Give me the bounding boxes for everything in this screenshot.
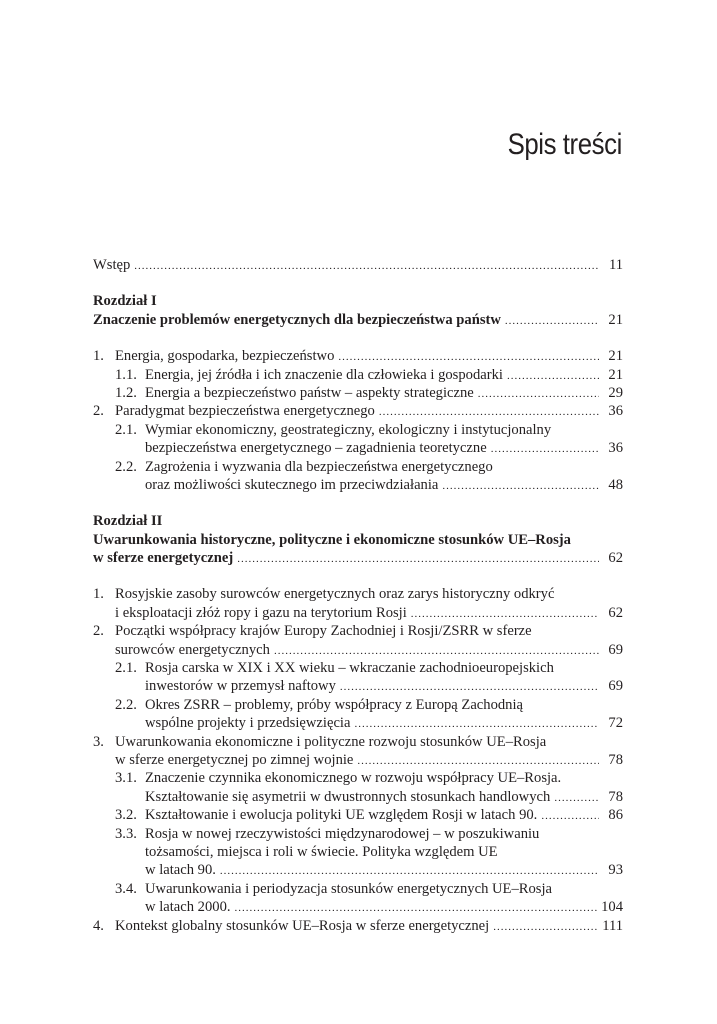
toc-entry[interactable]: [93, 880, 623, 898]
page-number: 36: [608, 440, 623, 457]
toc-entry-label: wspólne projekty i przedsięwzięcia: [145, 715, 351, 732]
toc-entry-label: Rosyjskie zasoby surowców energetycznych oraz zarys historyczny odkryć: [115, 586, 555, 603]
toc-entry-label: w latach 90.: [145, 862, 216, 879]
section-number: 3.: [93, 733, 104, 750]
toc-entry-label: Początki współpracy krajów Europy Zachodniej i Rosji/ZSRR w sferze: [115, 623, 532, 640]
leader-dots: [340, 678, 599, 696]
toc-entry[interactable]: [93, 421, 623, 439]
toc-entry-continuation[interactable]: [93, 476, 623, 494]
page-number: 62: [608, 604, 623, 621]
toc-entry-label: w sferze energetycznej po zimnej wojnie: [115, 751, 354, 768]
leader-dots: [541, 807, 599, 825]
table-of-contents: [93, 256, 623, 935]
toc-entry-label: Zagrożenia i wyzwania dla bezpieczeństwa energetycznego: [145, 458, 493, 475]
page-number: 78: [608, 751, 623, 768]
toc-entry-continuation[interactable]: [93, 843, 623, 861]
leader-dots: [493, 918, 598, 936]
page-number: 104: [601, 899, 623, 916]
chapter-title: Znaczenie problemów energetycznych dla bezpieczeństwa państw: [93, 311, 501, 328]
leader-dots: [411, 605, 599, 623]
toc-entry[interactable]: [93, 402, 623, 420]
toc-entry[interactable]: [93, 585, 623, 603]
toc-entry[interactable]: [93, 384, 623, 402]
toc-entry-label: Kształtowanie się asymetrii w dwustronnych stosunkach handlowych: [145, 788, 551, 805]
section-number: 2.1.: [115, 421, 137, 438]
section-number: 1.: [93, 348, 104, 365]
toc-entry[interactable]: [93, 347, 623, 365]
toc-entry-label: Energia, gospodarka, bezpieczeństwo: [115, 348, 335, 365]
toc-entry-label: Rosja w nowej rzeczywistości międzynarodowej – w poszukiwaniu: [145, 825, 540, 842]
toc-entry-label: surowców energetycznych: [115, 641, 270, 658]
chapter-number: Rozdział I: [93, 293, 157, 310]
toc-entry-label: oraz możliwości skutecznego im przeciwdziałania: [145, 476, 439, 493]
toc-entry-label: Uwarunkowania ekonomiczne i polityczne rozwoju stosunków UE–Rosja: [115, 733, 547, 750]
section-number: 2.2.: [115, 696, 137, 713]
leader-dots: [507, 367, 599, 385]
toc-entry-label: Wymiar ekonomiczny, geostrategiczny, ekologiczny i instytucjonalny: [145, 421, 552, 438]
toc-entry[interactable]: [93, 622, 623, 640]
page-number: 78: [608, 788, 623, 805]
section-number: 1.1.: [115, 366, 137, 383]
chapter-number: Rozdział II: [93, 513, 163, 530]
page-number: 21: [608, 348, 623, 365]
toc-entry-label: Energia, jej źródła i ich znaczenie dla człowieka i gospodarki: [145, 366, 503, 383]
toc-entry-intro[interactable]: [93, 256, 623, 274]
leader-dots: [379, 403, 599, 421]
toc-entry-chapter-2-continuation[interactable]: [93, 549, 623, 567]
toc-entry[interactable]: [93, 458, 623, 476]
chapter-title: Uwarunkowania historyczne, polityczne i ekonomiczne stosunków UE–Rosja: [93, 531, 571, 548]
chapter-title: w sferze energetycznej: [93, 550, 234, 567]
page-number: 86: [608, 807, 623, 824]
page-number: 72: [608, 715, 623, 732]
chapter-heading: [93, 512, 623, 530]
leader-dots: [235, 899, 598, 917]
toc-entry-label: w latach 2000.: [145, 899, 231, 916]
toc-entry-label: Kształtowanie i ewolucja polityki UE względem Rosji w latach 90.: [145, 807, 538, 824]
toc-entry-label: tożsamości, miejsca i roli w świecie. Polityka względem UE: [145, 843, 498, 860]
page-number: 69: [608, 641, 623, 658]
toc-entry-chapter-1[interactable]: [93, 311, 623, 329]
toc-entry-continuation[interactable]: [93, 751, 623, 769]
leader-dots: [478, 385, 599, 403]
page-number: 62: [608, 550, 623, 567]
toc-entry[interactable]: [93, 769, 623, 787]
toc-entry-continuation[interactable]: [93, 439, 623, 457]
toc-entry[interactable]: [93, 696, 623, 714]
page-number: 21: [608, 366, 623, 383]
section-number: 2.: [93, 623, 104, 640]
toc-entry-continuation[interactable]: [93, 788, 623, 806]
leader-dots: [274, 642, 599, 660]
chapter-heading: [93, 292, 623, 310]
toc-entry-label: Energia a bezpieczeństwo państw – aspekty strategiczne: [145, 384, 474, 401]
leader-dots: [354, 715, 599, 733]
toc-entry-label: Paradygmat bezpieczeństwa energetycznego: [115, 403, 375, 420]
toc-entry-label: Wstęp: [93, 257, 131, 273]
toc-entry-continuation[interactable]: [93, 604, 623, 622]
toc-entry-label: Okres ZSRR – problemy, próby współpracy z Europą Zachodnią: [145, 696, 523, 713]
toc-entry[interactable]: [93, 733, 623, 751]
leader-dots: [338, 348, 599, 366]
section-number: 1.: [93, 586, 104, 603]
toc-entry-label: bezpieczeństwa energetycznego – zagadnienia teoretyczne: [145, 440, 487, 457]
section-number: 1.2.: [115, 384, 137, 401]
toc-entry[interactable]: [93, 659, 623, 677]
section-number: 2.2.: [115, 458, 137, 475]
toc-entry[interactable]: [93, 806, 623, 824]
leader-dots: [220, 862, 599, 880]
toc-entry-continuation[interactable]: [93, 714, 623, 732]
toc-entry-label: Znaczenie czynnika ekonomicznego w rozwoju współpracy UE–Rosja.: [145, 770, 562, 787]
toc-entry-continuation[interactable]: [93, 898, 623, 916]
toc-entry-label: Kontekst globalny stosunków UE–Rosja w sferze energetycznej: [115, 917, 490, 934]
toc-entry-label: inwestorów w przemysł naftowy: [145, 678, 336, 695]
leader-dots: [505, 312, 599, 330]
toc-entry-chapter-2[interactable]: [93, 531, 623, 549]
section-number: 2.1.: [115, 660, 137, 677]
leader-dots: [237, 550, 599, 568]
toc-entry-label: Rosja carska w XIX i XX wieku – wkraczanie zachodnioeuropejskich: [145, 660, 554, 677]
toc-entry[interactable]: [93, 825, 623, 843]
section-number: 4.: [93, 917, 104, 934]
section-number: 3.1.: [115, 770, 137, 787]
page-title: Spis treści: [507, 128, 622, 161]
toc-entry-label: i eksploatacji złóż ropy i gazu na terytorium Rosji: [115, 604, 407, 621]
leader-dots: [442, 477, 599, 495]
page-number: 29: [608, 384, 623, 401]
page-number: 48: [608, 476, 623, 493]
section-number: 3.4.: [115, 880, 137, 897]
page-number: 93: [608, 862, 623, 879]
section-number: 3.2.: [115, 807, 137, 824]
leader-dots: [491, 440, 599, 458]
section-number: 3.3.: [115, 825, 137, 842]
page-number: 36: [608, 403, 623, 420]
page-number: 69: [608, 678, 623, 695]
toc-entry[interactable]: [93, 366, 623, 384]
page-number: 111: [602, 917, 623, 934]
toc-entry-label: Uwarunkowania i periodyzacja stosunków energetycznych UE–Rosja: [145, 880, 553, 897]
page-number: 21: [608, 311, 623, 328]
toc-entry-continuation[interactable]: [93, 861, 623, 879]
leader-dots: [357, 752, 599, 770]
toc-entry[interactable]: [93, 917, 623, 935]
toc-entry-continuation[interactable]: [93, 677, 623, 695]
page-number: 11: [608, 257, 623, 273]
leader-dots: [554, 789, 599, 807]
leader-dots: [134, 257, 599, 275]
toc-entry-continuation[interactable]: [93, 641, 623, 659]
section-number: 2.: [93, 403, 104, 420]
